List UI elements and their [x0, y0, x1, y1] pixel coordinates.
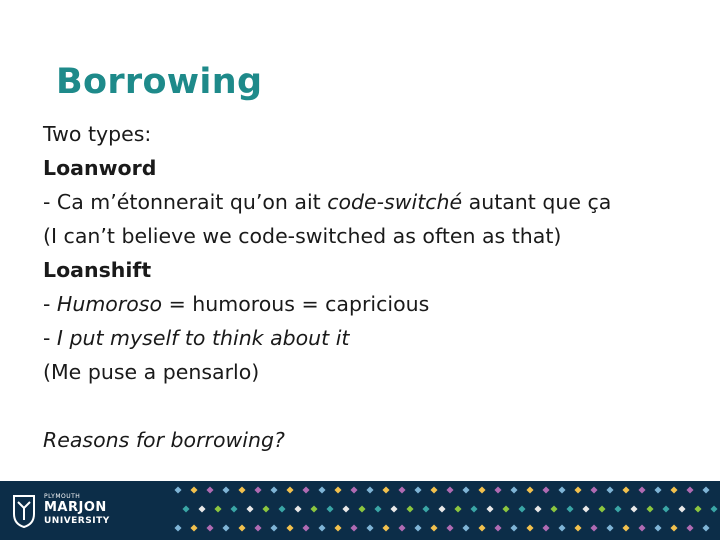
decorative-dot — [310, 505, 317, 512]
decorative-dot — [246, 505, 253, 512]
body-text-run: - — [43, 292, 57, 316]
decorative-dot — [638, 486, 645, 493]
decorative-dot — [238, 524, 245, 531]
decorative-dot — [366, 486, 373, 493]
body-text-run: code-switché — [327, 190, 463, 214]
body-text-run: (Me puse a pensarlo) — [43, 360, 260, 384]
decorative-dot — [510, 486, 517, 493]
decorative-dot — [462, 524, 469, 531]
decorative-dot — [550, 505, 557, 512]
decorative-dot — [670, 524, 677, 531]
decorative-dot — [678, 505, 685, 512]
decorative-dot — [286, 524, 293, 531]
decorative-dot — [278, 505, 285, 512]
logo-text-university: UNIVERSITY — [44, 516, 110, 526]
body-text-run: I put myself to think about it — [56, 326, 350, 350]
decorative-dot — [598, 505, 605, 512]
decorative-dot — [334, 486, 341, 493]
decorative-dot — [638, 524, 645, 531]
logo-text-marjon: MARJON — [44, 500, 107, 515]
decorative-dot — [382, 486, 389, 493]
decorative-dot — [510, 524, 517, 531]
decorative-dot — [430, 524, 437, 531]
decorative-dot — [670, 486, 677, 493]
decorative-dot — [390, 505, 397, 512]
decorative-dot — [702, 524, 709, 531]
decorative-dot — [262, 505, 269, 512]
decorative-dot — [590, 524, 597, 531]
logo-text-plymouth: PLYMOUTH — [44, 493, 81, 500]
decorative-dot — [542, 486, 549, 493]
decorative-dot — [198, 505, 205, 512]
decorative-dot — [566, 505, 573, 512]
slide-title: Borrowing — [56, 62, 263, 102]
body-line — [43, 185, 703, 219]
decorative-dot — [174, 486, 181, 493]
decorative-dot — [518, 505, 525, 512]
decorative-dot — [190, 524, 197, 531]
body-line — [43, 287, 703, 321]
decorative-dot — [654, 486, 661, 493]
decorative-dot — [462, 486, 469, 493]
body-line — [43, 355, 703, 389]
decorative-dot — [334, 524, 341, 531]
decorative-dot — [414, 486, 421, 493]
decorative-dot — [190, 486, 197, 493]
decorative-dot — [238, 486, 245, 493]
body-line — [43, 389, 703, 423]
decorative-dot — [374, 505, 381, 512]
decorative-dot — [366, 524, 373, 531]
body-line — [43, 117, 703, 151]
body-text-run: Loanshift — [43, 258, 152, 282]
decorative-dot — [174, 524, 181, 531]
decorative-dot — [470, 505, 477, 512]
decorative-dot — [542, 524, 549, 531]
decorative-dot — [318, 524, 325, 531]
body-text-run: - — [43, 326, 57, 350]
decorative-dot — [398, 524, 405, 531]
decorative-dot — [230, 505, 237, 512]
decorative-dot — [270, 486, 277, 493]
decorative-dot — [582, 505, 589, 512]
decorative-dot — [558, 486, 565, 493]
body-text-run: Loanword — [43, 156, 157, 180]
body-line — [43, 253, 703, 287]
decorative-dot — [302, 486, 309, 493]
body-line — [43, 321, 703, 355]
decorative-dot — [182, 505, 189, 512]
decorative-dot — [342, 505, 349, 512]
decorative-dot — [486, 505, 493, 512]
decorative-dot — [574, 524, 581, 531]
body-line — [43, 423, 703, 457]
decorative-dot — [350, 524, 357, 531]
decorative-dot — [502, 505, 509, 512]
decorative-dot — [654, 524, 661, 531]
decorative-dot — [270, 524, 277, 531]
body-text-run: Humoroso — [56, 292, 163, 316]
decorative-dot — [494, 524, 501, 531]
body-line — [43, 219, 703, 253]
decorative-dot — [446, 486, 453, 493]
decorative-dot — [222, 524, 229, 531]
decorative-dot — [662, 505, 669, 512]
decorative-dot — [406, 505, 413, 512]
decorative-dot — [358, 505, 365, 512]
decorative-dot — [254, 486, 261, 493]
decorative-dot — [614, 505, 621, 512]
decorative-dot — [302, 524, 309, 531]
decorative-dot — [430, 486, 437, 493]
decorative-dot — [646, 505, 653, 512]
decorative-dot — [454, 505, 461, 512]
body-text-run: - Ca m’étonnerait qu’on ait — [43, 190, 328, 214]
decorative-dot — [630, 505, 637, 512]
body-text-run: (I can’t believe we code-switched as often as that) — [43, 224, 562, 248]
decorative-dot — [702, 486, 709, 493]
decorative-dot — [574, 486, 581, 493]
decorative-dot — [382, 524, 389, 531]
decorative-dot — [606, 524, 613, 531]
decorative-dot — [446, 524, 453, 531]
decorative-dot — [622, 486, 629, 493]
decorative-dot — [534, 505, 541, 512]
university-logo — [0, 481, 150, 540]
decorative-dot — [222, 486, 229, 493]
decorative-dot — [286, 486, 293, 493]
decorative-dot — [478, 486, 485, 493]
decorative-dot — [478, 524, 485, 531]
decorative-dot — [326, 505, 333, 512]
decorative-dot — [686, 486, 693, 493]
body-text-run: autant que ça — [462, 190, 612, 214]
decorative-dot — [526, 486, 533, 493]
decorative-dot — [422, 505, 429, 512]
decorative-dot — [254, 524, 261, 531]
decorative-dot — [414, 524, 421, 531]
slide-body — [43, 117, 703, 457]
body-text-run: Two types: — [43, 122, 152, 146]
decorative-dot — [558, 524, 565, 531]
decorative-dot — [710, 505, 717, 512]
body-line — [43, 151, 703, 185]
decorative-dot — [694, 505, 701, 512]
decorative-dot — [590, 486, 597, 493]
decorative-dot — [398, 486, 405, 493]
decorative-dot — [686, 524, 693, 531]
body-text-run: = humorous = capricious — [162, 292, 430, 316]
decorative-dot — [350, 486, 357, 493]
decorative-dot — [494, 486, 501, 493]
decorative-dot — [526, 524, 533, 531]
decorative-dot — [206, 524, 213, 531]
decorative-dot — [438, 505, 445, 512]
footer-bar — [0, 481, 720, 540]
decorative-dot — [606, 486, 613, 493]
crest-icon — [12, 494, 36, 528]
decorative-dot — [318, 486, 325, 493]
body-text-run: Reasons for borrowing? — [43, 428, 285, 452]
decorative-dot — [622, 524, 629, 531]
decorative-dot — [294, 505, 301, 512]
decorative-dot — [206, 486, 213, 493]
decorative-dot — [214, 505, 221, 512]
